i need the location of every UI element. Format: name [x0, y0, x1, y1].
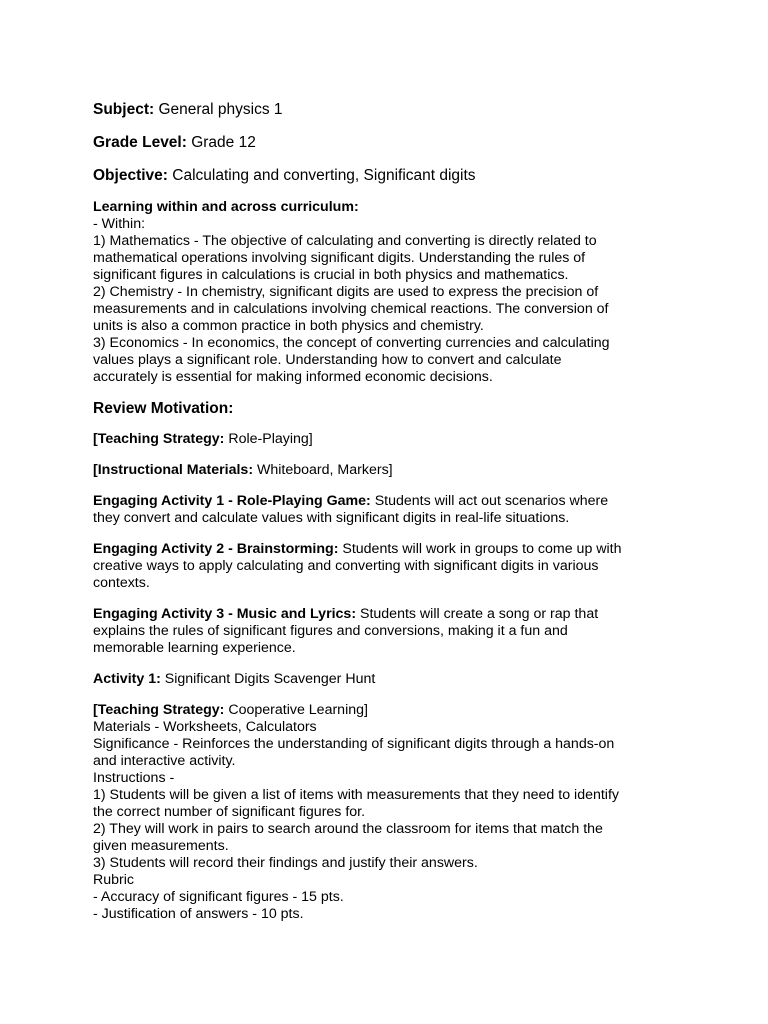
detail-line: and interactive activity.	[93, 753, 236, 769]
engaging-activity-first-line	[93, 541, 678, 558]
learning-heading: Learning within and across curriculum:	[93, 199, 359, 215]
subject-value: General physics 1	[154, 101, 283, 118]
learning-line: - Within:	[93, 216, 146, 232]
engaging-activity-line: they convert and calculate values with significant digits in real-life situations.	[93, 510, 570, 526]
detail-line: 3) Students will record their findings and justify their answers.	[93, 855, 478, 871]
teaching-strategy-line	[93, 431, 678, 448]
teaching-strategy-value: Role-Playing]	[224, 431, 313, 447]
engaging-activity-text: Students will act out scenarios where	[370, 493, 609, 509]
engaging-activity	[93, 606, 678, 657]
subject-line	[93, 100, 678, 119]
teaching-strategy-label: Teaching Strategy:	[97, 702, 225, 718]
engaging-activity	[93, 493, 678, 527]
learning-line: accurately is essential for making informed economic decisions.	[93, 369, 493, 385]
detail-line: the correct number of significant figures for.	[93, 804, 366, 820]
teaching-strategy-value: Cooperative Learning]	[224, 702, 368, 718]
detail-line: Instructions -	[93, 770, 175, 786]
bracket-open: [	[93, 702, 98, 718]
engaging-activity-label: Engaging Activity 3 - Music and Lyrics:	[93, 606, 357, 622]
instructional-materials-label: Instructional Materials:	[97, 462, 254, 478]
engaging-activity-label: Engaging Activity 2 - Brainstorming:	[93, 541, 339, 557]
detail-line: Significance - Reinforces the understanding of significant digits through a hands-on	[93, 736, 615, 752]
detail-line: - Justification of answers - 10 pts.	[93, 906, 304, 922]
engaging-activity-text: Students will work in groups to come up with	[338, 541, 622, 557]
learning-line: significant figures in calculations is crucial in both physics and mathematics.	[93, 267, 569, 283]
grade-label: Grade Level:	[93, 134, 187, 151]
instructional-materials-value: Whiteboard, Markers]	[253, 462, 393, 478]
bracket-open: [	[93, 462, 98, 478]
engaging-activity-first-line	[93, 493, 678, 510]
learning-section	[93, 199, 678, 386]
learning-line: measurements and in calculations involving chemical reactions. The conversion of	[93, 301, 609, 317]
activity-1-label: Activity 1:	[93, 671, 161, 687]
teaching-strategy-line	[93, 702, 678, 719]
subject-label: Subject:	[93, 101, 155, 118]
activity-1-details	[93, 702, 678, 923]
learning-line: values plays a significant role. Understanding how to convert and calculate	[93, 352, 562, 368]
engaging-activity-line: creative ways to apply calculating and converting with significant digits in various	[93, 558, 599, 574]
engaging-activity-label: Engaging Activity 1 - Role-Playing Game:	[93, 493, 371, 509]
detail-line: given measurements.	[93, 838, 229, 854]
detail-line: Rubric	[93, 872, 134, 888]
objective-label: Objective:	[93, 167, 168, 184]
learning-line: 3) Economics - In economics, the concept of converting currencies and calculating	[93, 335, 610, 351]
engaging-activity-text: Students will create a song or rap that	[356, 606, 599, 622]
review-heading-text: Review Motivation:	[93, 400, 234, 417]
instructional-materials-line	[93, 462, 678, 479]
objective-value: Calculating and converting, Significant digits	[167, 167, 476, 184]
learning-line: 2) Chemistry - In chemistry, significant digits are used to express the precision of	[93, 284, 599, 300]
engaging-activity-line: explains the rules of significant figures and conversions, making it a fun and	[93, 623, 568, 639]
bracket-open: [	[93, 431, 98, 447]
detail-line: Materials - Worksheets, Calculators	[93, 719, 317, 735]
grade-line	[93, 133, 678, 152]
engaging-activity	[93, 541, 678, 592]
detail-line: - Accuracy of significant figures - 15 pts.	[93, 889, 344, 905]
learning-line: mathematical operations involving significant digits. Understanding the rules of	[93, 250, 586, 266]
engaging-activity-first-line	[93, 606, 678, 623]
engaging-activity-line: contexts.	[93, 575, 150, 591]
review-heading	[93, 399, 678, 418]
objective-line	[93, 166, 678, 185]
engaging-activity-line: memorable learning experience.	[93, 640, 296, 656]
learning-line: 1) Mathematics - The objective of calculating and converting is directly related to	[93, 233, 597, 249]
teaching-strategy-label: Teaching Strategy:	[97, 431, 225, 447]
detail-line: 2) They will work in pairs to search around the classroom for items that match the	[93, 821, 603, 837]
activity-1-value: Significant Digits Scavenger Hunt	[160, 671, 376, 687]
detail-line: 1) Students will be given a list of items with measurements that they need to identify	[93, 787, 619, 803]
activity-1-line	[93, 671, 678, 688]
learning-line: units is also a common practice in both physics and chemistry.	[93, 318, 484, 334]
grade-value: Grade 12	[186, 134, 256, 151]
